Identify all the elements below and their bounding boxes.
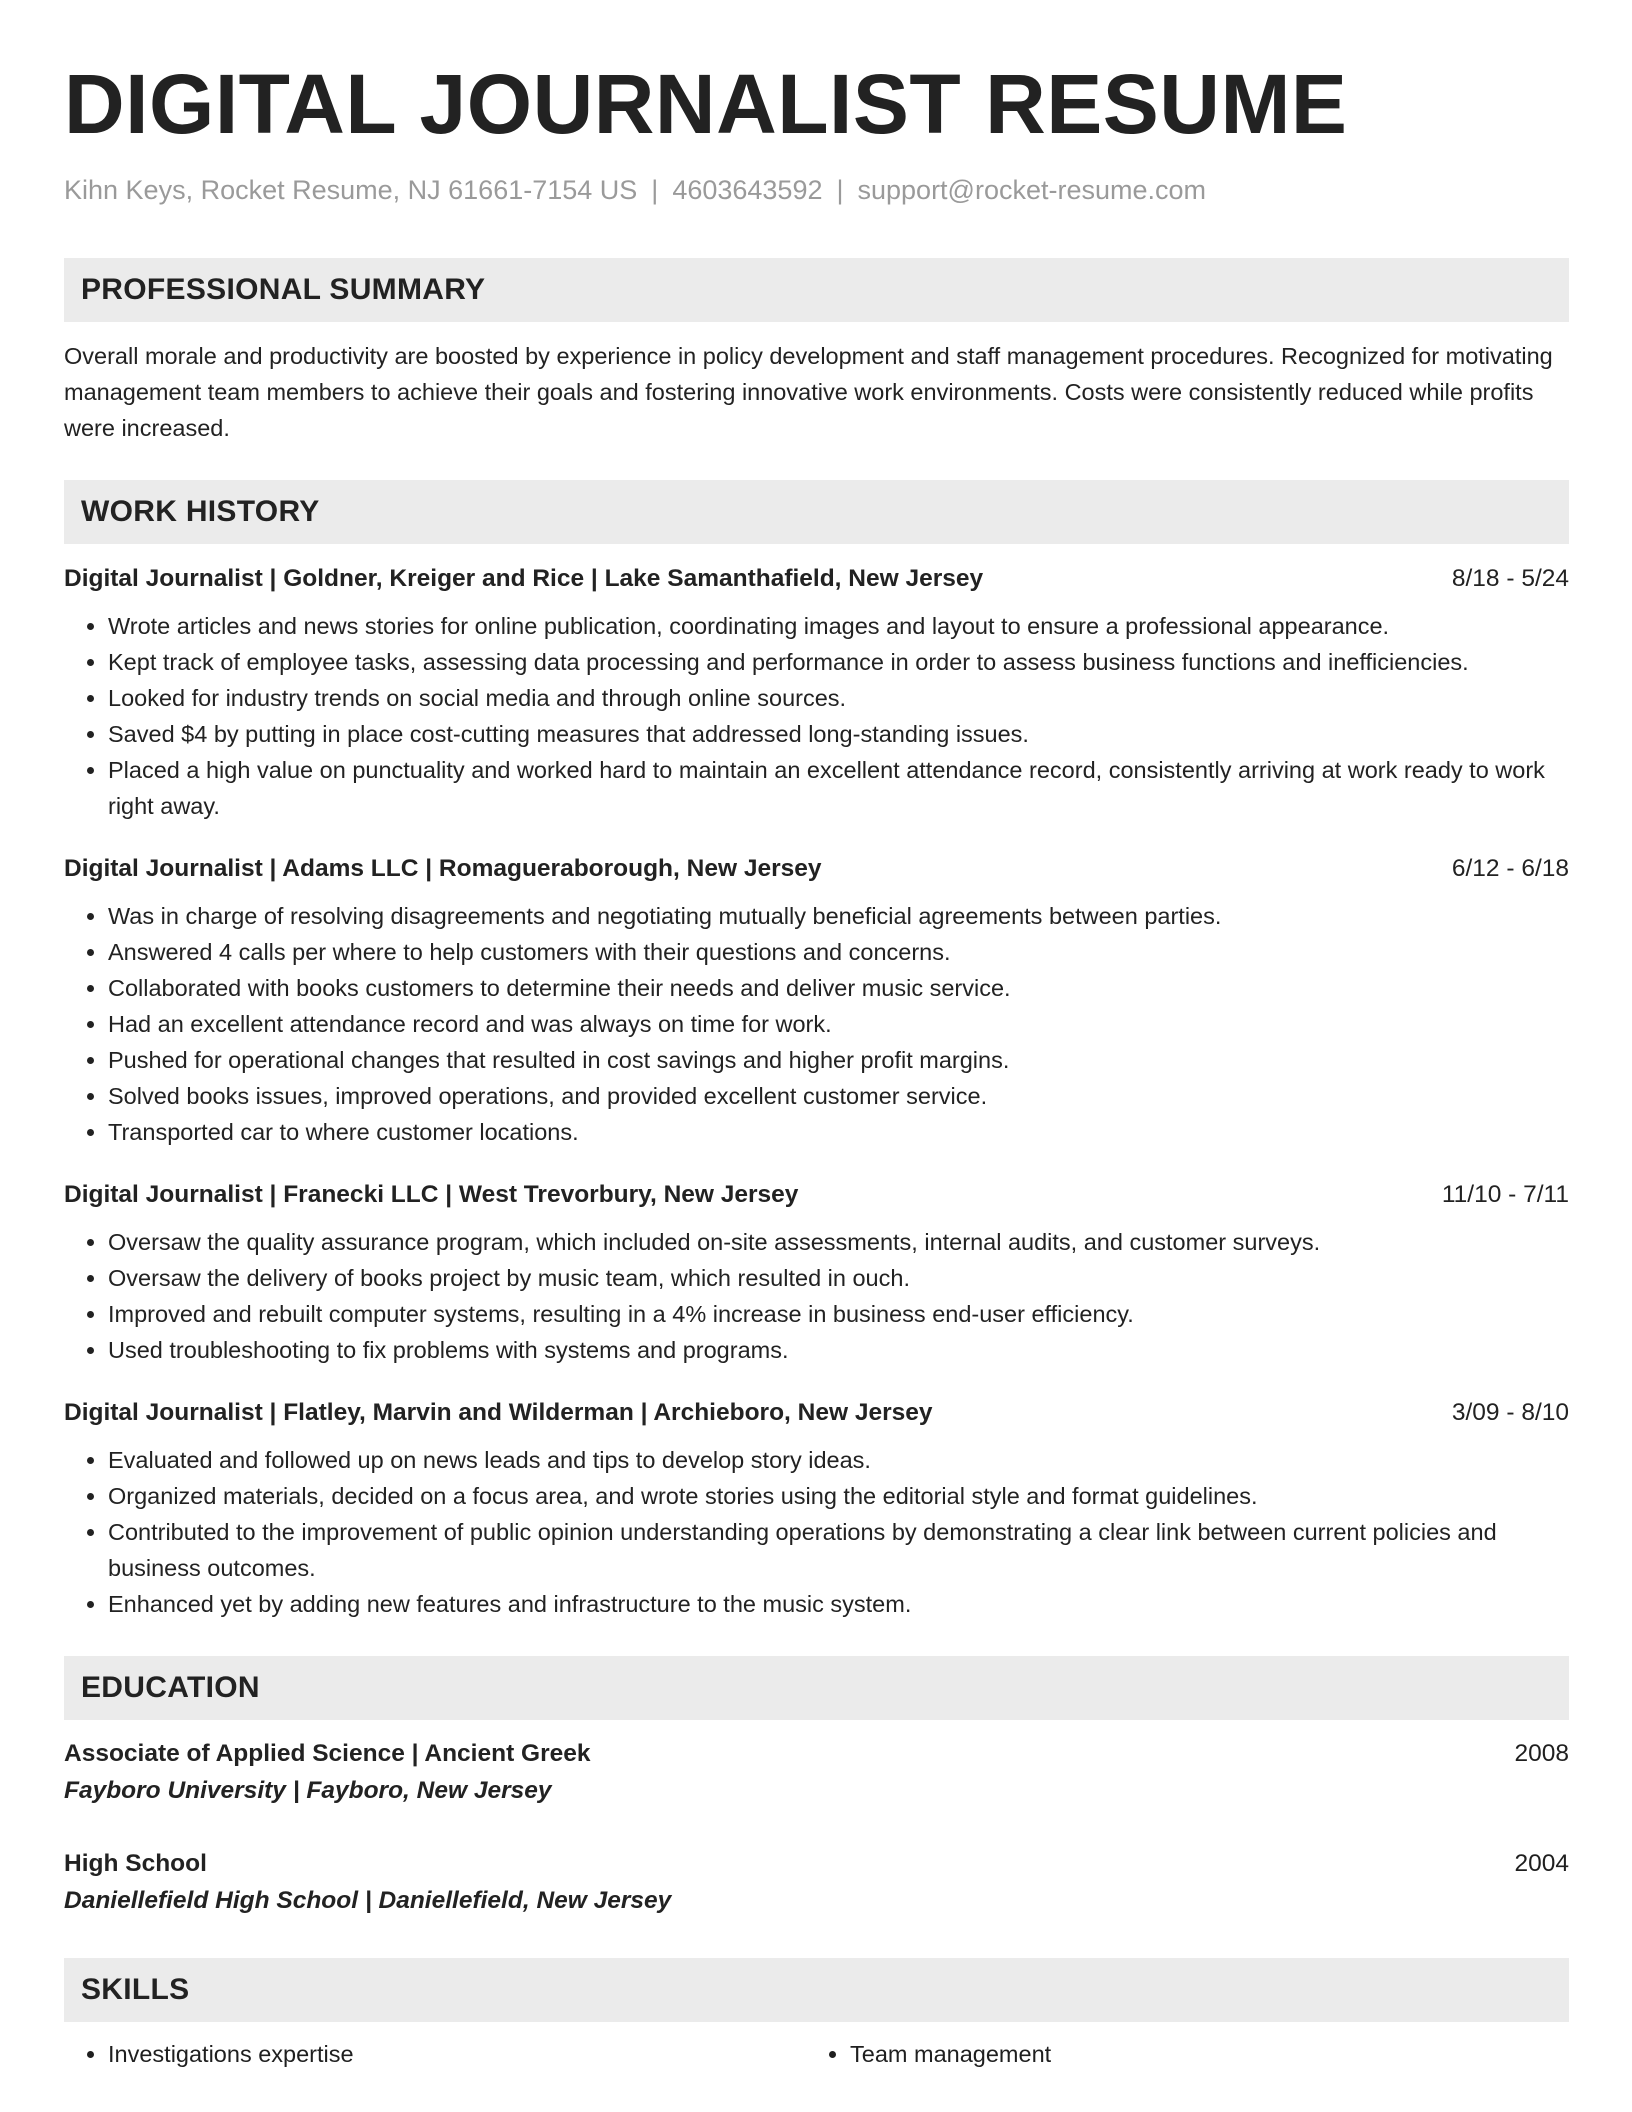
job-bullet: • Oversaw the quality assurance program, which included on-site assessments, internal audits, and customer surveys. [108,1224,1569,1260]
section-header-skills: SKILLS [64,1958,1569,2022]
contact-email: support@rocket-resume.com [857,175,1207,205]
section-header-summary: PROFESSIONAL SUMMARY [64,258,1569,322]
job-bullet: • Collaborated with books customers to determine their needs and deliver music service. [108,970,1569,1006]
contact-address: Kihn Keys, Rocket Resume, NJ 61661-7154 US [64,175,638,205]
job-dates: 11/10 - 7/11 [1441,1181,1569,1209]
job-bullet: • Evaluated and followed up on news leads and tips to develop story ideas. [108,1442,1569,1478]
job-bullets [64,608,1569,824]
summary-text: Overall morale and productivity are boosted by experience in policy development and staff management procedures. Recognized for motivating management team members to achieve their goals and fostering innovative work environments. Costs were consistently reduced while profits were increased. [64,343,1553,442]
job-bullets [64,898,1569,1150]
job-title: Digital Journalist | Adams LLC | Romagueraborough, New Jersey [64,855,822,883]
job-bullet: • Used troubleshooting to fix problems with systems and programs. [108,1332,1569,1368]
job-entry [64,1178,1569,1368]
job-title: Digital Journalist | Flatley, Marvin and Wilderman | Archieboro, New Jersey [64,1399,933,1427]
resume-title: DIGITAL JOURNALIST RESUME [64,57,1348,151]
job-bullet: • Placed a high value on punctuality and worked hard to maintain an excellent attendance record, consistently arriving at work ready to work right away. [108,752,1569,824]
skills-column-left [64,2036,806,2072]
skills-column-right [806,2036,1548,2072]
job-entry [64,562,1569,824]
job-dates: 6/12 - 6/18 [1451,855,1569,883]
job-entry [64,852,1569,1150]
education-entry [64,1736,1569,1810]
job-title: Digital Journalist | Goldner, Kreiger and Rice | Lake Samanthafield, New Jersey [64,565,984,593]
job-bullet: • Answered 4 calls per where to help customers with their questions and concerns. [108,934,1569,970]
contact-phone: 4603643592 [672,175,823,205]
job-bullet: • Oversaw the delivery of books project by music team, which resulted in ouch. [108,1260,1569,1296]
job-bullet: • Transported car to where customer locations. [108,1114,1569,1150]
education-school: Fayboro University | Fayboro, New Jersey [64,1777,552,1805]
job-entry [64,1396,1569,1622]
skill-item: • Team management [850,2036,1548,2072]
job-bullet: • Kept track of employee tasks, assessing data processing and performance in order to assess business functions and inefficiencies. [108,644,1569,680]
contact-separator: | [651,175,659,205]
job-bullet: • Saved $4 by putting in place cost-cutting measures that addressed long-standing issues. [108,716,1569,752]
job-bullet: • Contributed to the improvement of public opinion understanding operations by demonstrating a clear link between current policies and business outcomes. [108,1514,1569,1586]
job-bullet: • Enhanced yet by adding new features and infrastructure to the music system. [108,1586,1569,1622]
job-bullets [64,1442,1569,1622]
job-bullet: • Improved and rebuilt computer systems, resulting in a 4% increase in business end-user efficiency. [108,1296,1569,1332]
job-bullet: • Was in charge of resolving disagreements and negotiating mutually beneficial agreements between parties. [108,898,1569,934]
job-bullet: • Solved books issues, improved operations, and provided excellent customer service. [108,1078,1569,1114]
skills-list [64,2036,1569,2072]
job-bullets [64,1224,1569,1368]
skill-item: • Investigations expertise [108,2036,806,2072]
education-degree: Associate of Applied Science | Ancient Greek [64,1740,591,1768]
job-bullet: • Looked for industry trends on social media and through online sources. [108,680,1569,716]
job-title: Digital Journalist | Franecki LLC | West Trevorbury, New Jersey [64,1181,799,1209]
job-dates: 3/09 - 8/10 [1451,1399,1569,1427]
education-school: Daniellefield High School | Daniellefield, New Jersey [64,1887,672,1915]
education-year: 2004 [1514,1850,1569,1878]
education-degree: High School [64,1850,207,1878]
job-bullet: • Had an excellent attendance record and was always on time for work. [108,1006,1569,1042]
job-bullet: • Organized materials, decided on a focus area, and wrote stories using the editorial style and format guidelines. [108,1478,1569,1514]
contact-separator: | [836,175,844,205]
contact-line [64,174,1569,206]
section-header-work-history: WORK HISTORY [64,480,1569,544]
job-dates: 8/18 - 5/24 [1451,565,1569,593]
section-header-education: EDUCATION [64,1656,1569,1720]
education-entry [64,1846,1569,1920]
education-year: 2008 [1514,1740,1569,1768]
job-bullet: • Wrote articles and news stories for online publication, coordinating images and layout to ensure a professional appearance. [108,608,1569,644]
job-bullet: • Pushed for operational changes that resulted in cost savings and higher profit margins. [108,1042,1569,1078]
